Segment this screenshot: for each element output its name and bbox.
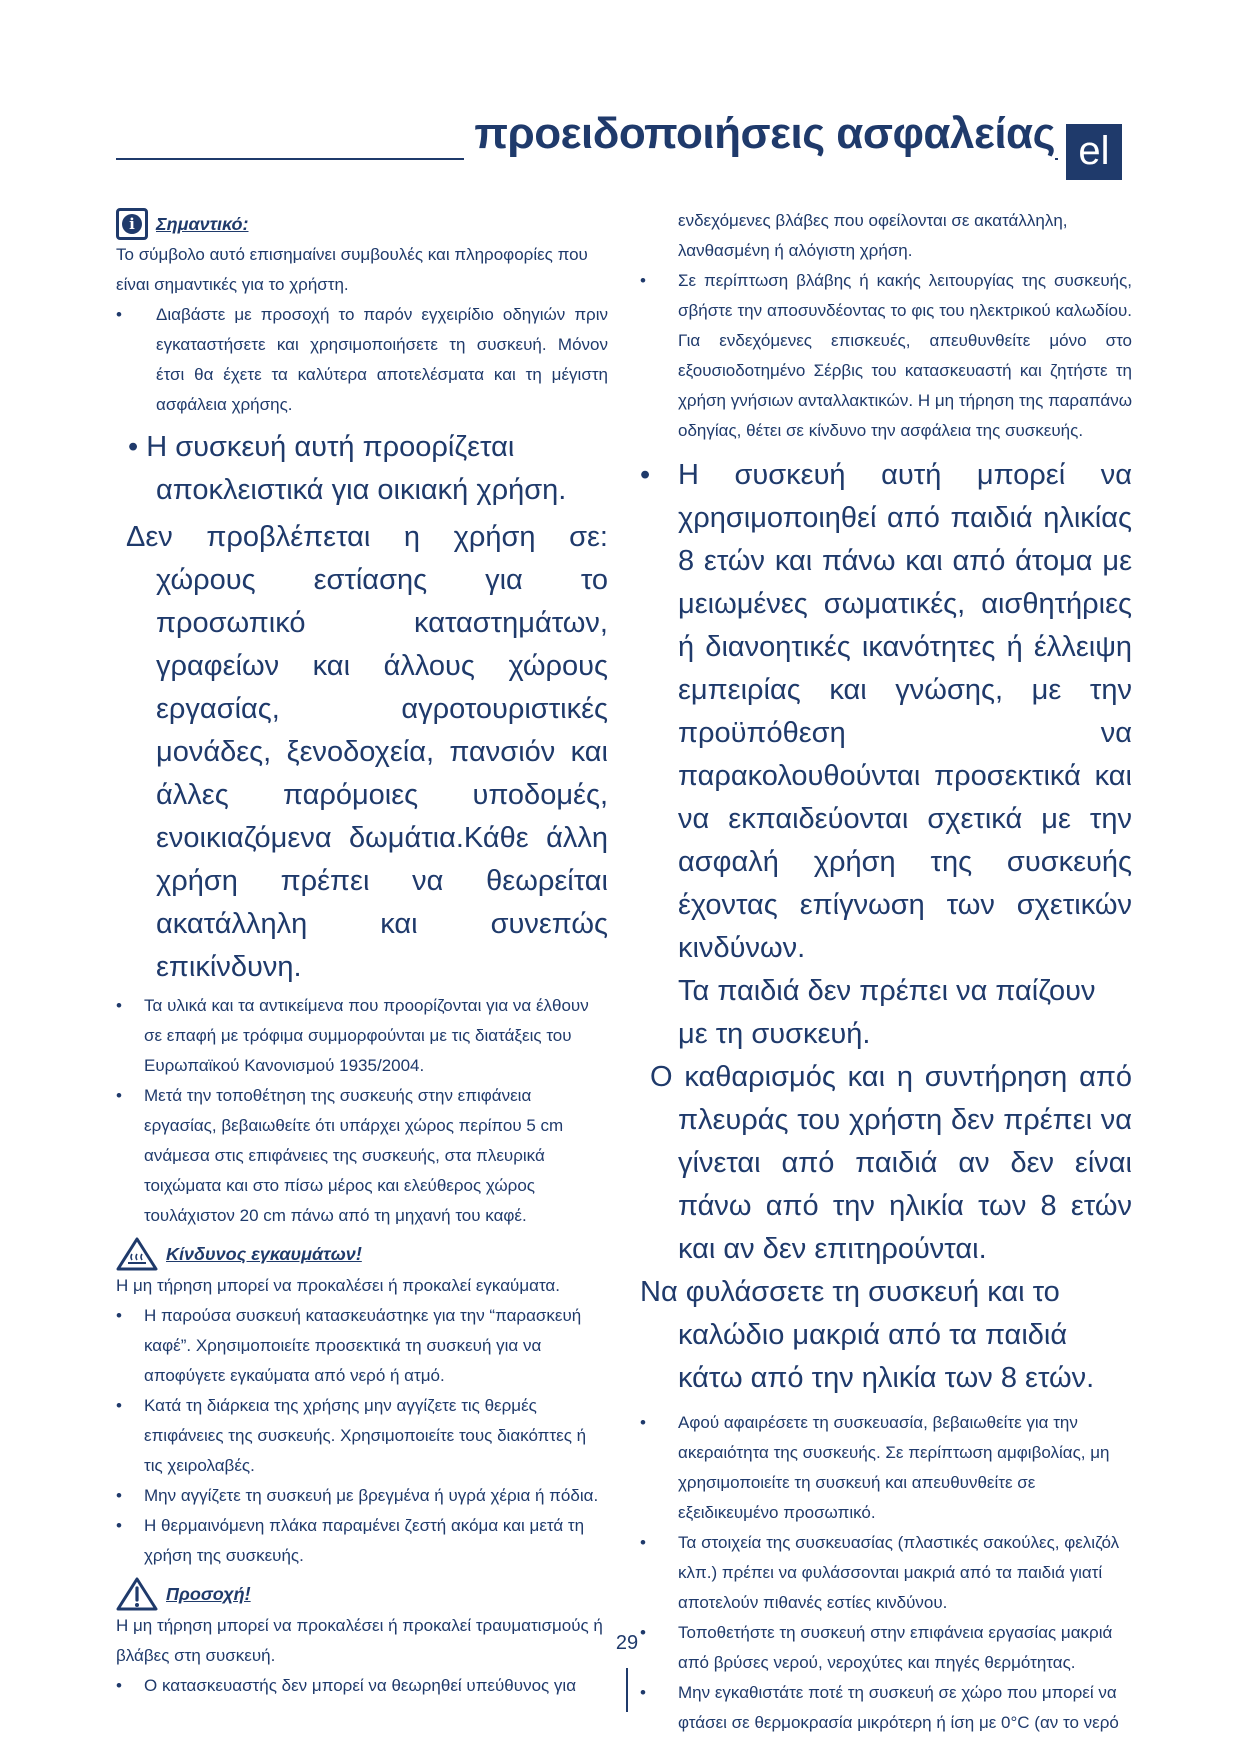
not-intended-paragraph: Δεν προβλέπεται η χρήση σε: χώρους εστίασης για το προσωπικό καταστημάτων, γραφείων και άλλους χώρους εργασίας, αγροτουριστικές μονάδες, ξενοδοχεία, πανσιόν και άλλες παρόμοιες υποδομές, ενοικιαζόμενα δωμάτια.Κάθε άλλη χρήση πρέπει να θεωρείται ακατάλληλη και συνεπώς επικίνδυνη. — [126, 521, 608, 983]
household-use-item: • Η συσκευή αυτή προορίζεται αποκλειστικά για οικιακή χρήση. — [128, 431, 567, 506]
children-use-item: • Η συσκευή αυτή μπορεί να χρησιμοποιηθεί από παιδιά ηλικίας 8 ετών και πάνω και από άτομα με μειωμένες σωματικές, αισθητήριες ή διανοητικές ικανότητες ή έλλειψη εμπειρίας και γνώσης, με την προϋπόθεση να παρακολουθούνται προσεκτικά και να εκπαιδεύονται σχετικά με την ασφαλή χρήση της συσκευής έχοντας επίγνωση των σχετικών κινδύνων. — [640, 459, 1132, 964]
right-column — [640, 206, 1132, 1738]
list-item: • Κατά τη διάρκεια της χρήσης μην αγγίζετε τις θερμές επιφάνειες της συσκευής. Χρησιμοποιείτε τους διακόπτες ή τις χειρολαβές. — [116, 1396, 587, 1475]
page-title: προειδοποιήσεις ασφαλείας — [464, 104, 1055, 164]
list-item: • Ο κατασκευαστής δεν μπορεί να θεωρηθεί υπεύθυνος για — [116, 1676, 577, 1695]
important-notice — [116, 208, 608, 240]
info-icon: i — [116, 208, 148, 240]
cleaning-paragraph: Ο καθαρισμός και η συντήρηση από πλευράς του χρήστη δεν πρέπει να γίνεται από παιδιά αν δεν είναι πάνω από την ηλικία των 8 ετών και αν δεν επιτηρούνται. — [650, 1061, 1132, 1265]
page-number: 29 — [615, 1632, 639, 1654]
burn-label: Κίνδυνος εγκαυμάτων! — [166, 1243, 362, 1264]
list-item: • Μην αγγίζετε τη συσκευή με βρεγμένα ή υγρά χέρια ή πόδια. — [116, 1486, 599, 1505]
list-item: • Αφού αφαιρέσετε τη συσκευασία, βεβαιωθείτε για την ακεραιότητα της συσκευής. Σε περίπτωση αμφιβολίας, μη χρησιμοποιείτε τη συσκευή και απευθυνθείτε σε εξειδικευμένο προσωπικό. — [640, 1413, 1110, 1522]
list-item: • Η θερμαινόμενη πλάκα παραμένει ζεστή ακόμα και μετά τη χρήση της συσκευής. — [116, 1516, 585, 1565]
caution-intro: Η μη τήρηση μπορεί να προκαλέσει ή προκαλεί τραυματισμούς ή βλάβες στη συσκευή. — [116, 1616, 603, 1665]
list-item: • Τα στοιχεία της συσκευασίας (πλαστικές σακούλες, φελιζόλ κλπ.) πρέπει να φυλάσσονται μακριά από τα παιδιά γιατί αποτελούν πιθανές εστίες κινδύνου. — [640, 1533, 1120, 1612]
list-item: • Μετά την τοποθέτηση της συσκευής στην επιφάνεια εργασίας, βεβαιωθείτε ότι υπάρχει χώρος περίπου 5 cm ανάμεσα στις επιφάνειες της συσκευής, στα πλευρικά τοιχώματα και στο πίσω μέρος και ελεύθερος χώρος τουλάχιστον 20 cm πάνω από τη μηχανή του καφέ. — [116, 1086, 564, 1225]
list-item: • Μην εγκαθιστάτε ποτέ τη συσκευή σε χώρο που μπορεί να φτάσει σε θερμοκρασία μικρότερη ή ίση με 0°C (αν το νερό — [640, 1683, 1119, 1732]
important-intro: Το σύμβολο αυτό επισημαίνει συμβουλές και πληροφορίες που είναι σημαντικές για το χρήστη. — [116, 245, 588, 294]
important-label: Σημαντικό: — [156, 213, 249, 234]
burn-intro: Η μη τήρηση μπορεί να προκαλέσει ή προκαλεί εγκαύματα. — [116, 1276, 560, 1295]
caution-label: Προσοχή! — [166, 1583, 251, 1604]
left-column — [116, 208, 608, 1701]
children-play: Τα παιδιά δεν πρέπει να παίζουν με τη συσκευή. — [678, 975, 1096, 1050]
warning-triangle-icon — [116, 1577, 158, 1611]
list-item: • Τα υλικά και τα αντικείμενα που προορίζονται για να έλθουν σε επαφή με τρόφιμα συμμορφούνται με τις διατάξεις του Ευρωπαϊκού Κανονισμού 1935/2004. — [116, 996, 589, 1075]
caution-notice — [116, 1577, 608, 1611]
hot-surface-warning-icon — [116, 1237, 158, 1271]
list-item: • Τοποθετήστε τη συσκευή στην επιφάνεια εργασίας μακριά από βρύσες νερού, νεροχύτες και πηγές θερμότητας. — [640, 1623, 1113, 1672]
list-item: • Σε περίπτωση βλάβης ή κακής λειτουργίας της συσκευής, σβήστε την αποσυνδέοντας το φις του ηλεκτρικού καλωδίου. Για ενδεχόμενες επισκευές, απευθυνθείτε μόνο στο εξουσιοδοτημένο Σέρβις του κατασκευαστή και ζητήστε τη χρήση γνήσιων ανταλλακτικών. Η μη τήρηση της παραπάνω οδηγίας, θέτει σε κίνδυνο την ασφάλεια της συσκευής. — [640, 271, 1132, 440]
list-item: • Η παρούσα συσκευή κατασκευάστηκε για την “παρασκευή καφέ”. Χρησιμοποιείτε προσεκτικά τη συσκευή για να αποφύγετε εγκαύματα από νερό ή ατμό. — [116, 1306, 582, 1385]
continued-paragraph: ενδεχόμενες βλάβες που οφείλονται σε ακατάλληλη, λανθασμένη ή αλόγιστη χρήση. — [678, 211, 1068, 260]
burn-notice — [116, 1237, 608, 1271]
page-number-rule — [626, 1668, 628, 1712]
list-item: • Διαβάστε με προσοχή το παρόν εγχειρίδιο οδηγιών πριν εγκαταστήσετε και χρησιμοποιήσετε τη συσκευή. Μόνον έτσι θα έχετε τα καλύτερα αποτελέσματα και τη μέγιστη ασφάλεια χρήσης. — [116, 305, 608, 414]
language-badge: el — [1066, 124, 1122, 180]
keep-away-paragraph: Να φυλάσσετε τη συσκευή και το καλώδιο μακριά από τα παιδιά κάτω από την ηλικία των 8 ετών. — [640, 1276, 1095, 1394]
